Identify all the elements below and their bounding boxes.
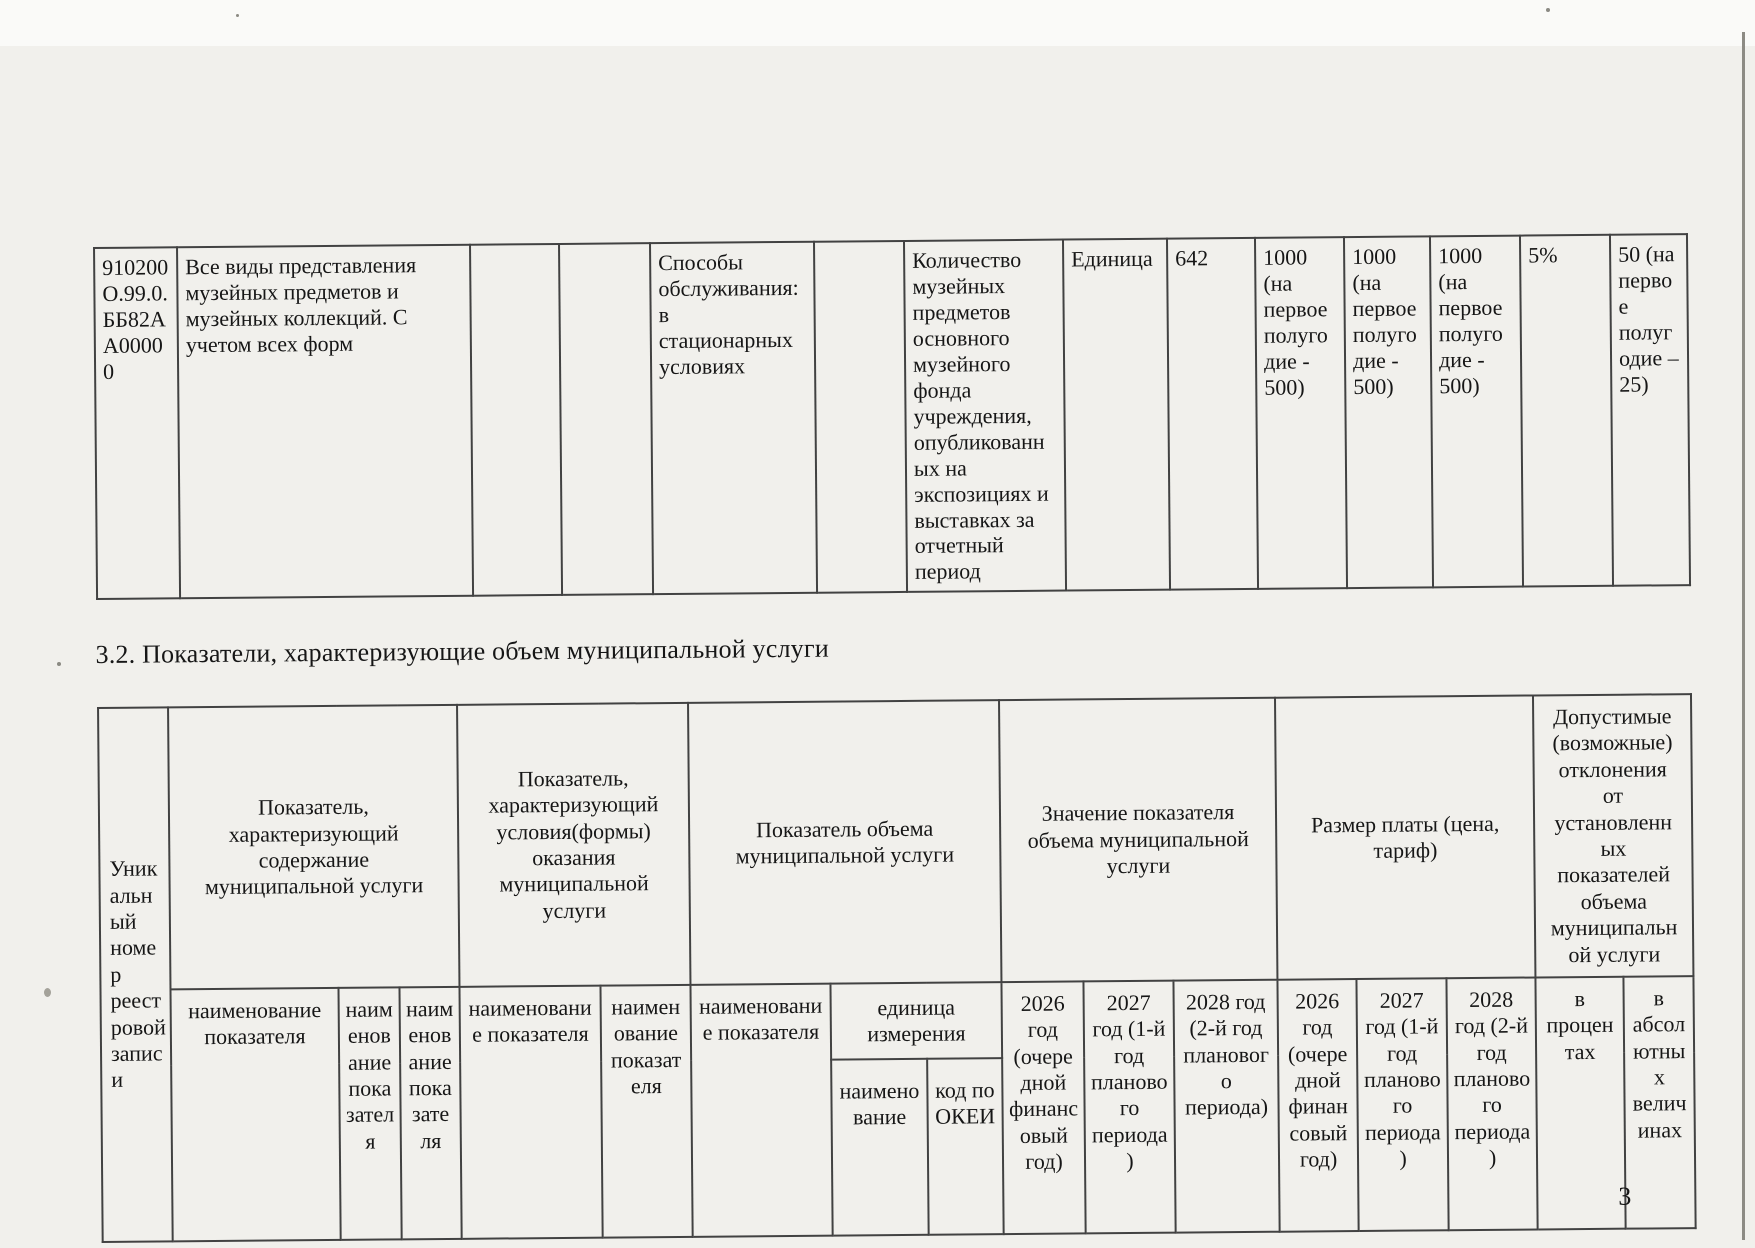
deviation-percent-header: в процентах [1536,977,1626,1230]
value-2026-cell: 1000 (на первое полугодие - 500) [1255,237,1347,589]
content-indicator-group-header: Показатель, характеризующий содержание муниципальной услуги [168,705,459,989]
content-indicator-name-header: наименование показателя [399,987,461,1240]
price-year-2028-header: 2028 год (2-й год планового периода) [1446,977,1537,1230]
deviation-group-header: Допустимые (возможные) отклонения от установленных показателей объема муниципальной услуги [1533,694,1693,977]
value-2027-cell: 1000 (на первое полугодие - 500) [1344,236,1433,588]
deviation-absolute-cell: 50 (на первое полугодие – 25) [1610,234,1690,586]
deviation-percent-cell: 5% [1520,235,1613,587]
value-group-header: Значение показателя объема муниципальной услуги [999,698,1277,982]
price-year-2026-header: 2026 год (очередной финансовый год) [1278,979,1359,1232]
condition-indicator-cell: Способы обслуживания: в стационарных условиях [650,242,817,595]
volume-indicator-name-header: наименование показателя [690,984,832,1237]
value-year-2027-header: 2027 год (1-й год планового периода) [1083,981,1175,1234]
table-row [94,234,1690,599]
empty-cell [559,243,653,595]
condition-indicator-name-header: наименование показателя [459,986,602,1239]
registry-number-header: Уникальный номер реестровой записи [98,707,173,1241]
content-indicator-cell: Все виды представления музейных предметов и музейных коллекций. С учетом всех форм [177,245,473,599]
unit-name-cell: Единица [1063,239,1170,591]
unit-of-measure-header: единица измерения [830,982,1002,1059]
condition-indicator-name-header: наименование показателя [600,985,692,1238]
unit-okei-code-header: код по ОКЕИ [927,1058,1004,1235]
okei-code-cell: 642 [1167,238,1258,590]
deviation-absolute-header: в абсолютных величинах [1624,976,1696,1229]
empty-cell [814,241,907,593]
service-quality-continuation-table [93,233,1691,600]
content-indicator-name-header: наименование показателя [170,988,340,1241]
price-year-2027-header: 2027 год (1-й год планового периода) [1356,978,1448,1231]
registry-number-cell: 910200О.99.0.ББ82АА00000 [94,247,180,599]
header-row-groups [98,694,1693,990]
content-indicator-name-header: наименование показателя [338,987,401,1240]
volume-indicator-cell: Количество музейных предметов основного музейного фонда учреждения, опубликованных на экспозициях и выставках за отчетный период [904,240,1066,593]
volume-indicators-table [97,693,1697,1243]
page-number: 3 [1618,1181,1632,1211]
section-heading: 3.2. Показатели, характеризующие объем муниципальной услуги [95,633,829,670]
empty-cell [470,244,562,596]
volume-indicator-group-header: Показатель объема муниципальной услуги [688,700,1001,985]
condition-indicator-group-header: Показатель, характеризующий условия(формы) оказания муниципальной услуги [457,703,690,987]
value-year-2026-header: 2026 год (очередной финансовый год) [1001,981,1085,1234]
price-group-header: Размер платы (цена, тариф) [1275,695,1535,979]
unit-name-header: наименование [831,1059,929,1236]
value-year-2028-header: 2028 год (2-й год планового периода) [1173,980,1279,1233]
value-2028-cell: 1000 (на первое полугодие - 500) [1430,236,1523,588]
header-row-subcolumns [100,976,1694,1066]
